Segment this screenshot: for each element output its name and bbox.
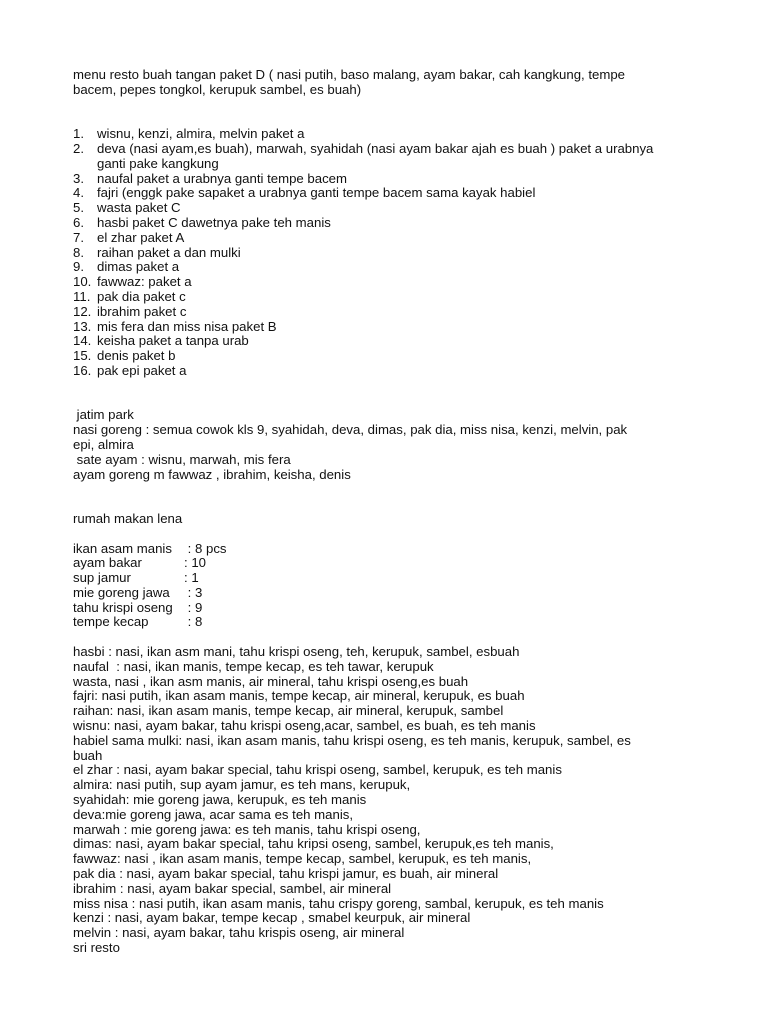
jatim-line: ayam goreng m fawwaz , ibrahim, keisha, denis <box>73 466 351 482</box>
list-item-text: wisnu, kenzi, almira, melvin paket a <box>97 126 305 142</box>
order-line: dimas: nasi, ayam bakar special, tahu kripsi oseng, sambel, kerupuk,es teh manis, <box>73 836 554 852</box>
list-item-text: wasta paket C <box>97 200 181 216</box>
order-line: marwah : mie goreng jawa: es teh manis, tahu krispi oseng, <box>73 821 421 837</box>
quantity-row <box>73 601 703 616</box>
jatim-line: sate ayam : wisnu, marwah, mis fera <box>73 451 291 467</box>
list-item-text: naufal paket a urabnya ganti tempe bacem <box>97 170 347 186</box>
order-line: kenzi : nasi, ayam bakar, tempe kecap , smabel keurpuk, air mineral <box>73 910 471 926</box>
quantity-name: mie goreng jawa <box>73 584 170 600</box>
order-line: melvin : nasi, ayam bakar, tahu krispis oseng, air mineral <box>73 925 405 941</box>
intro-line-1: menu resto buah tangan paket D ( nasi putih, baso malang, ayam bakar, cah kangkung, tempe <box>73 67 626 82</box>
order-line: deva:mie goreng jawa, acar sama es teh manis, <box>73 806 354 822</box>
list-item <box>73 334 703 349</box>
quantity-value: : 8 <box>184 614 203 630</box>
quantity-name: tahu krispi oseng <box>73 599 173 615</box>
jatim-line: nasi goreng : semua cowok kls 9, syahidah, deva, dimas, pak dia, miss nisa, kenzi, melvin, pak <box>73 422 628 438</box>
quantity-value: : 10 <box>184 555 206 571</box>
list-item-text: ganti pake kangkung <box>97 155 219 171</box>
order-line: wasta, nasi , ikan asm manis, air mineral, tahu krispi oseng,es buah <box>73 673 469 689</box>
list-number: 13. <box>73 318 92 334</box>
jatim-line: epi, almira <box>73 436 134 452</box>
list-number: 15. <box>73 348 92 364</box>
list-number: 1. <box>73 126 84 142</box>
quantity-row <box>73 571 703 586</box>
quantity-row <box>73 542 703 557</box>
list-item-text: fawwaz: paket a <box>97 274 192 290</box>
quantity-name: ikan asam manis <box>73 540 172 556</box>
list-item <box>73 186 703 201</box>
order-line: raihan: nasi, ikan asam manis, tempe kecap, air mineral, kerupuk, sambel <box>73 703 504 719</box>
list-item <box>73 290 703 305</box>
order-line: miss nisa : nasi putih, ikan asam manis, tahu crispy goreng, sambal, kerupuk, es teh manis <box>73 895 604 911</box>
order-line: almira: nasi putih, sup ayam jamur, es teh mans, kerupuk, <box>73 777 411 793</box>
quantity-name: ayam bakar <box>73 555 142 571</box>
list-number: 16. <box>73 362 92 378</box>
list-item <box>73 260 703 275</box>
list-item <box>73 320 703 335</box>
list-number: 9. <box>73 259 84 275</box>
order-line: ibrahim : nasi, ayam bakar special, sambel, air mineral <box>73 880 392 896</box>
jatim-title: jatim park <box>73 407 134 423</box>
order-line: naufal : nasi, ikan manis, tempe kecap, es teh tawar, kerupuk <box>73 658 434 674</box>
list-item <box>73 127 703 142</box>
list-item <box>73 172 703 187</box>
list-number: 4. <box>73 185 84 201</box>
list-number: 12. <box>73 303 92 319</box>
intro-line-2: bacem, pepes tongkol, kerupuk sambel, es buah) <box>73 81 362 97</box>
list-item-text: denis paket b <box>97 348 176 364</box>
list-item <box>73 349 703 364</box>
list-item-text: hasbi paket C dawetnya pake teh manis <box>97 214 331 230</box>
quantity-row <box>73 615 703 630</box>
order-list <box>73 127 703 379</box>
list-number: 8. <box>73 244 84 260</box>
document-page <box>73 68 703 956</box>
order-line: habiel sama mulki: nasi, ikan asam manis, tahu krispi oseng, es teh manis, kerupuk, sambel, es <box>73 732 631 748</box>
list-number: 2. <box>73 140 84 156</box>
order-line: sri resto <box>73 940 120 956</box>
order-line: syahidah: mie goreng jawa, kerupuk, es teh manis <box>73 792 367 808</box>
list-item <box>73 364 703 379</box>
list-item-text: fajri (enggk pake sapaket a urabnya ganti tempe bacem sama kayak habiel <box>97 185 536 201</box>
order-line: wisnu: nasi, ayam bakar, tahu krispi oseng,acar, sambel, es buah, es teh manis <box>73 718 536 734</box>
list-item-text: raihan paket a dan mulki <box>97 244 241 260</box>
order-line: buah <box>73 747 103 763</box>
quantity-value: : 1 <box>184 570 199 586</box>
list-number: 5. <box>73 200 84 216</box>
list-item-text: keisha paket a tanpa urab <box>97 333 249 349</box>
list-number: 10. <box>73 274 92 290</box>
order-line: hasbi : nasi, ikan asm mani, tahu krispi oseng, teh, kerupuk, sambel, esbuah <box>73 644 520 660</box>
order-line: fajri: nasi putih, ikan asam manis, tempe kecap, air mineral, kerupuk, es buah <box>73 688 525 704</box>
list-number: 11. <box>73 288 91 304</box>
list-item <box>73 275 703 290</box>
list-item <box>73 305 703 320</box>
list-item-text: mis fera dan miss nisa paket B <box>97 318 277 334</box>
lena-title: rumah makan lena <box>73 510 183 526</box>
list-number: 14. <box>73 333 92 349</box>
quantity-value: : 8 pcs <box>184 540 227 556</box>
list-item <box>73 142 703 172</box>
list-number: 7. <box>73 229 84 245</box>
quantity-row <box>73 586 703 601</box>
list-item <box>73 201 703 216</box>
order-details <box>73 645 703 956</box>
list-item-text: dimas paket a <box>97 259 180 275</box>
list-item-text: pak epi paket a <box>97 362 187 378</box>
list-item-text: deva (nasi ayam,es buah), marwah, syahidah (nasi ayam bakar ajah es buah ) paket a urabnya <box>97 140 654 156</box>
quantity-name: tempe kecap <box>73 614 149 630</box>
list-item <box>73 216 703 231</box>
quantity-table <box>73 542 703 631</box>
quantity-row <box>73 556 703 571</box>
list-item-text: pak dia paket c <box>97 288 186 304</box>
quantity-name: sup jamur <box>73 570 131 586</box>
order-line: pak dia : nasi, ayam bakar special, tahu krispi jamur, es buah, air mineral <box>73 866 499 882</box>
order-line: fawwaz: nasi , ikan asam manis, tempe kecap, sambel, kerupuk, es teh manis, <box>73 851 532 867</box>
quantity-value: : 9 <box>184 599 203 615</box>
order-line: el zhar : nasi, ayam bakar special, tahu krispi oseng, sambel, kerupuk, es teh manis <box>73 762 562 778</box>
list-item <box>73 231 703 246</box>
list-item-text: el zhar paket A <box>97 229 185 245</box>
list-number: 6. <box>73 214 84 230</box>
list-item-text: ibrahim paket c <box>97 303 187 319</box>
list-number: 3. <box>73 170 84 186</box>
quantity-value: : 3 <box>184 584 203 600</box>
list-item <box>73 246 703 261</box>
